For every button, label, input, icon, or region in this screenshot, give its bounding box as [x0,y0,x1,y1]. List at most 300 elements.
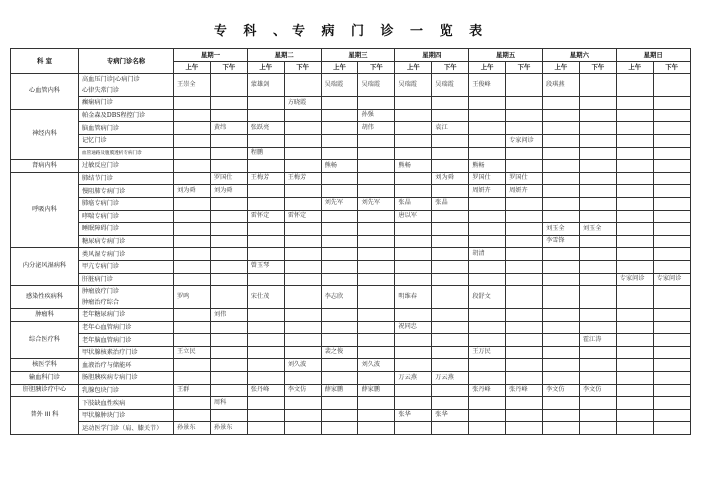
clinic-name-cell [79,74,174,97]
doctor-cell [542,147,579,160]
doctor-cell [542,346,579,359]
department-cell: 呼吸内科 [11,172,79,248]
department-cell: 肿瘤科 [11,309,79,322]
header-day: 星期五 [469,49,543,62]
doctor-cell [506,197,543,210]
doctor-cell [542,409,579,422]
clinic-name-cell [79,372,174,385]
doctor-cell [247,248,284,261]
doctor-cell [469,134,506,147]
doctor-cell [174,309,211,322]
table-row [11,346,691,359]
doctor-cell [210,210,247,223]
doctor-cell [247,223,284,236]
doctor-cell: 刘先军 [321,197,358,210]
table-row [11,97,691,110]
doctor-cell [542,286,579,309]
doctor-cell [395,134,432,147]
doctor-cell [579,273,616,286]
doctor-cell [284,122,321,135]
doctor-cell [542,197,579,210]
doctor-cell [432,286,469,309]
doctor-cell [469,197,506,210]
doctor-cell: 方晓霞 [284,97,321,110]
doctor-cell: 周妍卉 [469,185,506,198]
doctor-cell [506,74,543,97]
doctor-cell [247,197,284,210]
doctor-cell: 万云燕 [432,372,469,385]
doctor-cell: 吴瑞霞 [432,74,469,97]
doctor-cell [579,248,616,261]
department-cell: 肝胆胰诊疗中心 [11,384,79,397]
header-pm: 下午 [358,61,395,74]
doctor-cell [506,397,543,410]
page-title: 专 科 、专 病 门 诊 一 览 表 [213,24,489,39]
doctor-cell [506,248,543,261]
doctor-cell: 刘久波 [358,359,395,372]
doctor-cell: 孙强 [358,109,395,122]
clinic-name-cell [79,134,174,147]
table-row [11,134,691,147]
clinic-name-cell [79,273,174,286]
doctor-cell: 孙景东 [174,422,211,435]
doctor-cell [358,185,395,198]
doctor-cell: 李雪锋 [542,235,579,248]
doctor-cell: 张丹峰 [247,384,284,397]
doctor-cell: 周科 [210,397,247,410]
clinic-name: 下肢缺血性疾病 [82,399,126,407]
doctor-cell [210,409,247,422]
doctor-cell [469,422,506,435]
doctor-cell [210,260,247,273]
doctor-cell [653,97,690,110]
doctor-cell [469,97,506,110]
table-row [11,160,691,173]
doctor-cell [542,210,579,223]
clinic-name: 甲状腺肿块门诊 [82,412,126,420]
doctor-cell [469,210,506,223]
doctor-cell [210,74,247,97]
doctor-cell [321,372,358,385]
doctor-cell [321,147,358,160]
department-cell: 输血科门诊 [11,372,79,385]
clinic-name: 高血压门诊|心病门诊 [82,76,140,84]
doctor-cell [542,321,579,334]
doctor-cell [247,160,284,173]
doctor-cell: 袁江 [432,122,469,135]
doctor-cell [653,384,690,397]
clinic-name-cell [79,286,174,309]
table-row [11,147,691,160]
doctor-cell [174,334,211,347]
table-row [11,422,691,435]
doctor-cell [247,185,284,198]
doctor-cell [616,286,653,309]
clinic-name-cell [79,321,174,334]
doctor-cell [506,122,543,135]
header-am: 上午 [542,61,579,74]
clinic-name-cell [79,260,174,273]
doctor-cell [247,273,284,286]
doctor-cell: 熊畅 [395,160,432,173]
clinic-name-cell [79,97,174,110]
table-row [11,109,691,122]
doctor-cell [616,235,653,248]
doctor-cell [174,109,211,122]
doctor-cell: 张华 [432,409,469,422]
doctor-cell [284,185,321,198]
doctor-cell [653,134,690,147]
department-cell: 综合医疗科 [11,321,79,359]
doctor-cell [247,346,284,359]
clinic-name: 慢阻肺专病门诊 [82,187,126,195]
doctor-cell: 刘玉全 [542,223,579,236]
doctor-cell [506,359,543,372]
doctor-cell [653,235,690,248]
doctor-cell [395,334,432,347]
doctor-cell [579,260,616,273]
doctor-cell: 唐以军 [395,210,432,223]
doctor-cell [358,248,395,261]
table-row [11,74,691,97]
doctor-cell [210,273,247,286]
doctor-cell: 张丹峰 [506,384,543,397]
doctor-cell [174,172,211,185]
doctor-cell: 张晶 [432,197,469,210]
doctor-cell: 王群 [174,384,211,397]
doctor-cell: 刘为舜 [210,185,247,198]
table-row [11,248,691,261]
doctor-cell: 刘为舜 [432,172,469,185]
doctor-cell [284,74,321,97]
table-row [11,172,691,185]
doctor-cell: 万云燕 [395,372,432,385]
doctor-cell [616,346,653,359]
doctor-cell [653,422,690,435]
doctor-cell [506,160,543,173]
doctor-cell: 刘为舜 [174,185,211,198]
doctor-cell [174,147,211,160]
doctor-cell [579,359,616,372]
doctor-cell [247,97,284,110]
doctor-cell [358,134,395,147]
doctor-cell [210,359,247,372]
clinic-name: 肺癌专病门诊 [82,200,120,208]
doctor-cell [284,346,321,359]
table-row [11,321,691,334]
doctor-cell [616,334,653,347]
doctor-cell [174,97,211,110]
doctor-cell [506,235,543,248]
header-am: 上午 [395,61,432,74]
doctor-cell [358,309,395,322]
doctor-cell [506,97,543,110]
doctor-cell [579,409,616,422]
doctor-cell [432,134,469,147]
doctor-cell [395,109,432,122]
doctor-cell [579,172,616,185]
doctor-cell [506,321,543,334]
doctor-cell [284,273,321,286]
doctor-cell [579,197,616,210]
clinic-name: 脑血管病门诊 [82,124,120,132]
doctor-cell [616,185,653,198]
doctor-cell [358,346,395,359]
doctor-cell: 熊畅 [469,160,506,173]
doctor-cell [174,210,211,223]
doctor-cell [506,260,543,273]
doctor-cell [210,321,247,334]
doctor-cell [210,109,247,122]
doctor-cell [321,422,358,435]
doctor-cell [395,260,432,273]
doctor-cell [321,273,358,286]
doctor-cell [432,359,469,372]
clinic-name: 过敏反应门诊 [82,162,120,170]
doctor-cell [506,273,543,286]
doctor-cell [284,223,321,236]
doctor-cell: 张跃亮 [247,122,284,135]
clinic-name: 睡眠障碍门诊 [82,225,120,233]
doctor-cell [174,321,211,334]
doctor-cell [579,134,616,147]
doctor-cell [174,235,211,248]
doctor-cell [542,185,579,198]
doctor-cell [174,122,211,135]
doctor-cell [395,248,432,261]
doctor-cell [653,147,690,160]
doctor-cell [579,321,616,334]
doctor-cell [432,147,469,160]
table-row [11,273,691,286]
doctor-cell [506,334,543,347]
doctor-cell: 程鹏 [247,147,284,160]
header-am: 上午 [469,61,506,74]
doctor-cell [210,372,247,385]
header-pm: 下午 [432,61,469,74]
doctor-cell [579,346,616,359]
clinic-name-cell [79,397,174,410]
table-row [11,384,691,397]
doctor-cell: 孙景东 [210,422,247,435]
doctor-cell [469,409,506,422]
doctor-cell [653,334,690,347]
doctor-cell [469,309,506,322]
doctor-cell [616,134,653,147]
table-row [11,359,691,372]
doctor-cell: 祝同忠 [395,321,432,334]
table-row [11,309,691,322]
doctor-cell [247,309,284,322]
doctor-cell [358,223,395,236]
doctor-cell [432,334,469,347]
clinic-name-cell [79,197,174,210]
doctor-cell [616,260,653,273]
doctor-cell [506,210,543,223]
doctor-cell [653,372,690,385]
doctor-cell [653,223,690,236]
doctor-cell [321,235,358,248]
doctor-cell [174,359,211,372]
doctor-cell: 李文仿 [542,384,579,397]
doctor-cell: 雷怀定 [247,210,284,223]
doctor-cell: 薛家鹏 [321,384,358,397]
clinic-name-cell [79,185,174,198]
doctor-cell [653,122,690,135]
header-clinic: 专病门诊名称 [79,49,174,74]
clinic-name-cell [79,334,174,347]
doctor-cell [579,147,616,160]
doctor-cell [469,397,506,410]
doctor-cell [358,210,395,223]
doctor-cell [506,346,543,359]
doctor-cell [432,273,469,286]
doctor-cell [321,185,358,198]
doctor-cell [284,321,321,334]
doctor-cell [395,97,432,110]
clinic-name-cell [79,359,174,372]
clinic-name: 肝脏病门诊 [82,275,113,283]
clinic-name: 甲状腺核素治疗门诊 [82,349,138,357]
clinic-name: 甲亢专病门诊 [82,263,120,271]
doctor-cell [616,97,653,110]
doctor-cell [210,235,247,248]
doctor-cell [358,286,395,309]
doctor-cell: 段琪燕 [542,74,579,97]
table-row [11,197,691,210]
doctor-cell [506,286,543,309]
doctor-cell [284,109,321,122]
doctor-cell [174,160,211,173]
doctor-cell [432,422,469,435]
doctor-cell [542,273,579,286]
doctor-cell [247,409,284,422]
doctor-cell [321,248,358,261]
table-row [11,235,691,248]
doctor-cell [358,260,395,273]
doctor-cell [469,147,506,160]
doctor-cell [579,122,616,135]
doctor-cell [284,248,321,261]
doctor-cell [210,160,247,173]
doctor-cell [284,160,321,173]
clinic-name: 哮喘专病门诊 [82,212,120,220]
doctor-cell [395,309,432,322]
doctor-cell: 李文仿 [284,384,321,397]
doctor-cell [395,359,432,372]
doctor-cell [432,97,469,110]
doctor-cell: 胡清 [469,248,506,261]
doctor-cell: 王俊峰 [469,74,506,97]
doctor-cell [432,235,469,248]
doctor-cell [432,248,469,261]
clinic-name-cell [79,122,174,135]
doctor-cell [358,172,395,185]
doctor-cell: 专家问诊 [616,273,653,286]
doctor-cell [174,260,211,273]
doctor-cell [506,147,543,160]
doctor-cell [284,147,321,160]
doctor-cell [616,147,653,160]
doctor-cell [284,397,321,410]
doctor-cell [210,134,247,147]
doctor-cell [616,409,653,422]
doctor-cell [616,422,653,435]
doctor-cell [174,223,211,236]
clinic-name: 帕金森及DBS程控门诊 [82,112,146,120]
doctor-cell [432,260,469,273]
doctor-cell [653,248,690,261]
clinic-name-cell [79,223,174,236]
clinic-name-cell [79,422,174,435]
doctor-cell [616,109,653,122]
clinic-name: 肿瘤放疗门诊 [82,288,120,296]
doctor-cell: 王崇全 [174,74,211,97]
doctor-cell [174,197,211,210]
doctor-cell [542,172,579,185]
doctor-cell [469,334,506,347]
doctor-cell [542,97,579,110]
doctor-cell [284,409,321,422]
doctor-cell: 吴瑞霞 [358,74,395,97]
doctor-cell [506,422,543,435]
clinic-name: 心律失常门诊 [82,87,120,95]
doctor-cell: 罗国仕 [469,172,506,185]
doctor-cell [210,248,247,261]
doctor-cell [210,197,247,210]
doctor-cell [579,74,616,97]
doctor-cell [247,235,284,248]
clinic-name-cell [79,210,174,223]
doctor-cell [506,223,543,236]
doctor-cell [174,248,211,261]
doctor-cell [358,321,395,334]
doctor-cell [469,321,506,334]
doctor-cell [469,109,506,122]
doctor-cell [395,397,432,410]
clinic-name-cell [79,172,174,185]
clinic-name-cell [79,409,174,422]
doctor-cell [321,397,358,410]
doctor-cell [616,223,653,236]
header-day: 星期二 [247,49,321,62]
doctor-cell [358,422,395,435]
doctor-cell [395,223,432,236]
doctor-cell [247,372,284,385]
doctor-cell [358,160,395,173]
doctor-cell [358,334,395,347]
header-pm: 下午 [653,61,690,74]
doctor-cell [469,372,506,385]
doctor-cell [284,197,321,210]
doctor-cell [210,223,247,236]
table-row [11,185,691,198]
doctor-cell [506,309,543,322]
doctor-cell [358,273,395,286]
clinic-name-cell [79,384,174,397]
doctor-cell: 张华 [395,409,432,422]
doctor-cell [321,260,358,273]
doctor-cell: 裴之俊 [321,346,358,359]
doctor-cell [579,422,616,435]
department-cell: 感染性疾病科 [11,286,79,309]
header-am: 上午 [616,61,653,74]
doctor-cell [653,197,690,210]
doctor-cell: 王梅芳 [284,172,321,185]
doctor-cell: 曾玉琴 [247,260,284,273]
clinic-name-cell [79,160,174,173]
doctor-cell [469,273,506,286]
